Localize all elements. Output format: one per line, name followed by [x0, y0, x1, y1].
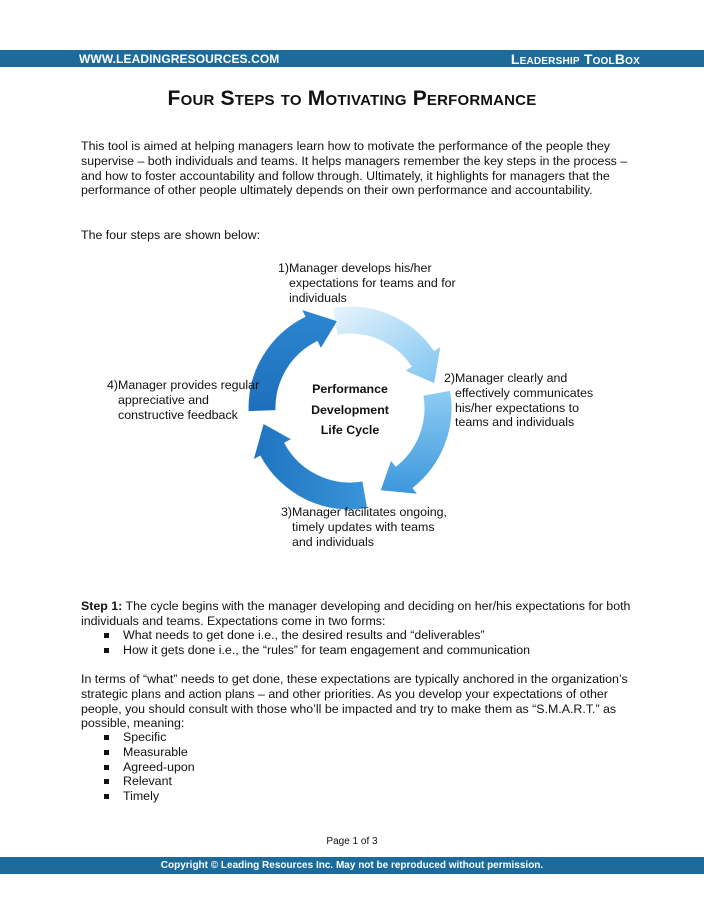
page-number: Page 1 of 3 — [326, 836, 378, 847]
cycle-step-2-number: 2) — [444, 371, 456, 385]
cycle-step-4-number: 4) — [107, 378, 119, 392]
cycle-center-label — [294, 379, 406, 441]
cycle-arrow-top-right — [332, 306, 441, 384]
cycle-step-4 — [107, 378, 267, 422]
cycle-step-4-text: Manager provides regular appreciative and constructive feedback — [118, 378, 260, 422]
intro-paragraph: This tool is aimed at helping managers learn how to motivate the performance of the people they supervise – both individuals and teams. It helps managers remember the key steps in the process – and how to foster accountability and follow through. Ultimately, it highlights for managers that the performance of other people ultimately depends on their own performance and accountability. — [81, 139, 628, 198]
list-item: How it gets done i.e., the “rules” for team engagement and communication — [103, 643, 530, 658]
list-item: Timely — [103, 789, 195, 804]
step1-label: Step 1: — [81, 599, 123, 613]
cycle-step-1-text: Manager develops his/her expectations for teams and for individuals — [289, 261, 456, 305]
copyright-notice: Copyright © Leading Resources Inc. May not be reproduced without permission. — [160, 860, 544, 871]
list-item: Specific — [103, 730, 195, 745]
expectation-forms-list — [103, 628, 530, 658]
page-title: Four Steps to Motivating Performance — [167, 87, 537, 110]
cycle-step-3 — [281, 505, 456, 549]
cycle-step-3-number: 3) — [281, 505, 293, 519]
four-steps-intro: The four steps are shown below: — [81, 228, 261, 242]
header-website: WWW.LEADINGRESOURCES.COM — [79, 52, 280, 66]
list-item: What needs to get done i.e., the desired results and “deliverables” — [103, 628, 530, 643]
list-item: Agreed-upon — [103, 760, 195, 775]
cycle-center-line-2: Development — [311, 402, 389, 417]
header-brand: Leadership ToolBox — [510, 51, 640, 67]
list-item: Measurable — [103, 745, 195, 760]
cycle-center-line-3: Life Cycle — [320, 423, 380, 437]
cycle-step-3-text: Manager facilitates ongoing, timely updates with teams and individuals — [292, 505, 447, 549]
step1-paragraph — [81, 599, 641, 629]
footer-bar — [0, 857, 704, 874]
smart-paragraph: In terms of “what” needs to get done, these expectations are typically anchored in the organization’s strategic plans and action plans – and other priorities. As you develop your expectations of other people, you should consult with those who’ll be impacted and try to make them as “S.M.A.R.T.” as possible, meaning: — [81, 672, 628, 731]
cycle-step-2 — [444, 371, 614, 430]
smart-list — [103, 730, 195, 804]
cycle-step-2-text: Manager clearly and effectively communicates his/her expectations to teams and individuals — [455, 371, 594, 430]
cycle-step-1-number: 1) — [278, 261, 290, 275]
cycle-step-1 — [278, 261, 458, 305]
step1-text: The cycle begins with the manager developing and deciding on her/his expectations for both individuals and teams. Expectations come in two forms: — [81, 599, 631, 628]
cycle-center-line-1: Performance — [312, 382, 388, 396]
list-item: Relevant — [103, 774, 195, 789]
